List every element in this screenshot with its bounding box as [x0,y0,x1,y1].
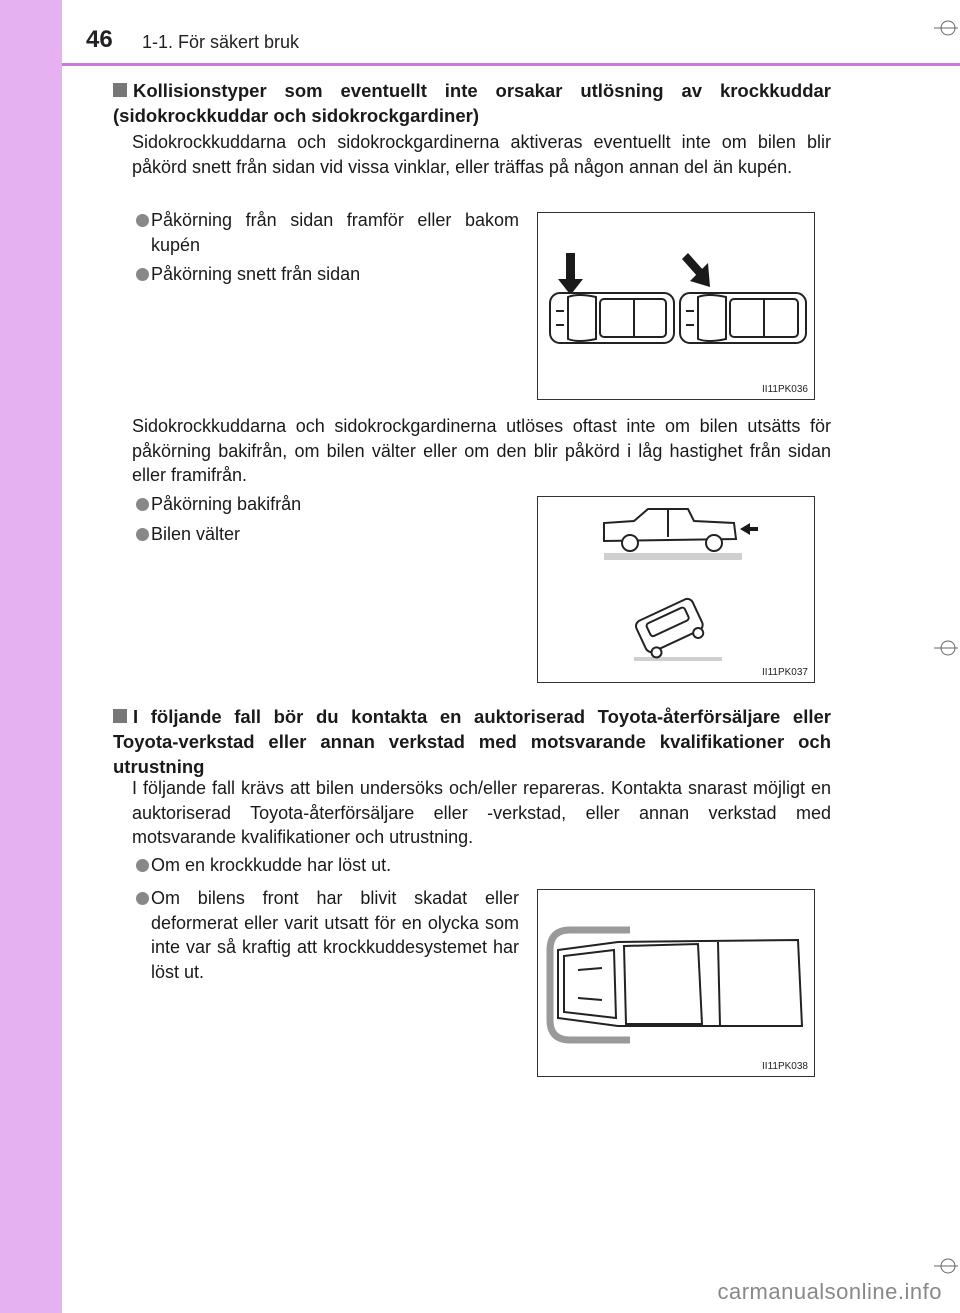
bullet-dot-icon [136,892,149,905]
impact-arrow-icon [558,253,583,295]
bullet-item [136,492,519,517]
figure-front-damage [537,889,815,1077]
bullet-dot-icon [136,528,149,541]
bullet-text: Bilen välter [151,524,241,544]
car-topview-icon [550,293,674,343]
bullet-item [136,522,519,547]
bullet-item [136,853,519,878]
car-sideview-icon [604,509,736,551]
square-bullet-icon [113,709,127,723]
car-overturned-icon [634,597,708,660]
square-bullet-icon [113,83,127,97]
crop-mark-icon [930,1252,958,1280]
car-topview-icon [680,293,806,343]
section2-heading [113,704,831,779]
rear-impact-rollover-illustration [538,497,814,682]
crop-mark-icon [930,634,958,662]
figure-code: II11PK036 [762,384,808,395]
header-rule [62,63,960,66]
figure-rear-impact-rollover [537,496,815,683]
bullet-item [136,886,519,984]
section1-paragraph-2: Sidokrockkuddarna och sidokrockgardinerna utlöses oftast inte om bilen utsätts för påkörning bakifrån, om bilen välter eller om den blir påkörd i låg hastighet från sidan eller framifrån. [132,416,831,485]
section1-paragraph: Sidokrockkuddarna och sidokrockgardinerna aktiveras eventuellt inte om bilen blir påkörd snett från sidan vid vissa vinklar, eller träffas på någon annan del än kupén. [132,132,831,177]
section2-heading-text: I följande fall bör du kontakta en auktoriserad Toyota-återförsäljare eller Toyota-verkstad eller annan verkstad med motsvarande kvalifikationer och utrustning [113,706,831,777]
section-title: 1-1. För säkert bruk [142,32,300,52]
section2-heading-block [113,704,831,779]
bullet-text: Påkörning snett från sidan [151,264,361,284]
section1-heading [113,78,831,128]
front-damage-illustration [538,890,814,1076]
page-number: 46 [86,26,113,53]
page-side-bar [0,0,62,1313]
section2-paragraph: I följande fall krävs att bilen undersöks och/eller repareras. Kontakta snarast möjligt en auktoriserad Toyota-återförsäljare eller -verkstad, eller annan verkstad med motsvarande kvalifikationer och utrustning. [132,778,831,847]
bullet-dot-icon [136,268,149,281]
watermark: carmanualsonline.info [717,1279,942,1304]
crop-mark-icon [930,14,958,42]
bullet-dot-icon [136,214,149,227]
section1-heading-text: Kollisionstyper som eventuellt inte orsakar utlösning av krockkuddar (sidokrockkuddar och sidokrockgardiner) [113,80,831,126]
impact-arrow-angled-icon [682,253,710,287]
bullet-text: Påkörning från sidan framför eller bakom kupén [151,210,519,255]
impact-arrow-icon [740,523,758,535]
side-impact-illustration [538,213,814,399]
figure-side-impact [537,212,815,400]
section1-heading-block [113,78,831,128]
bullet-item [136,208,519,257]
bullet-dot-icon [136,859,149,872]
car-perspective-icon [558,940,802,1026]
figure-code: II11PK037 [762,667,808,678]
bullet-dot-icon [136,498,149,511]
bullet-text: Om en krockkudde har löst ut. [151,855,392,875]
bullet-text: Påkörning bakifrån [151,494,302,514]
figure-code: II11PK038 [762,1061,808,1072]
bullet-item [136,262,519,287]
bullet-text: Om bilens front har blivit skadat eller deformerat eller varit utsatt för en olycka som inte var så kraftig att krockkuddesystemet har löst ut. [151,888,519,982]
